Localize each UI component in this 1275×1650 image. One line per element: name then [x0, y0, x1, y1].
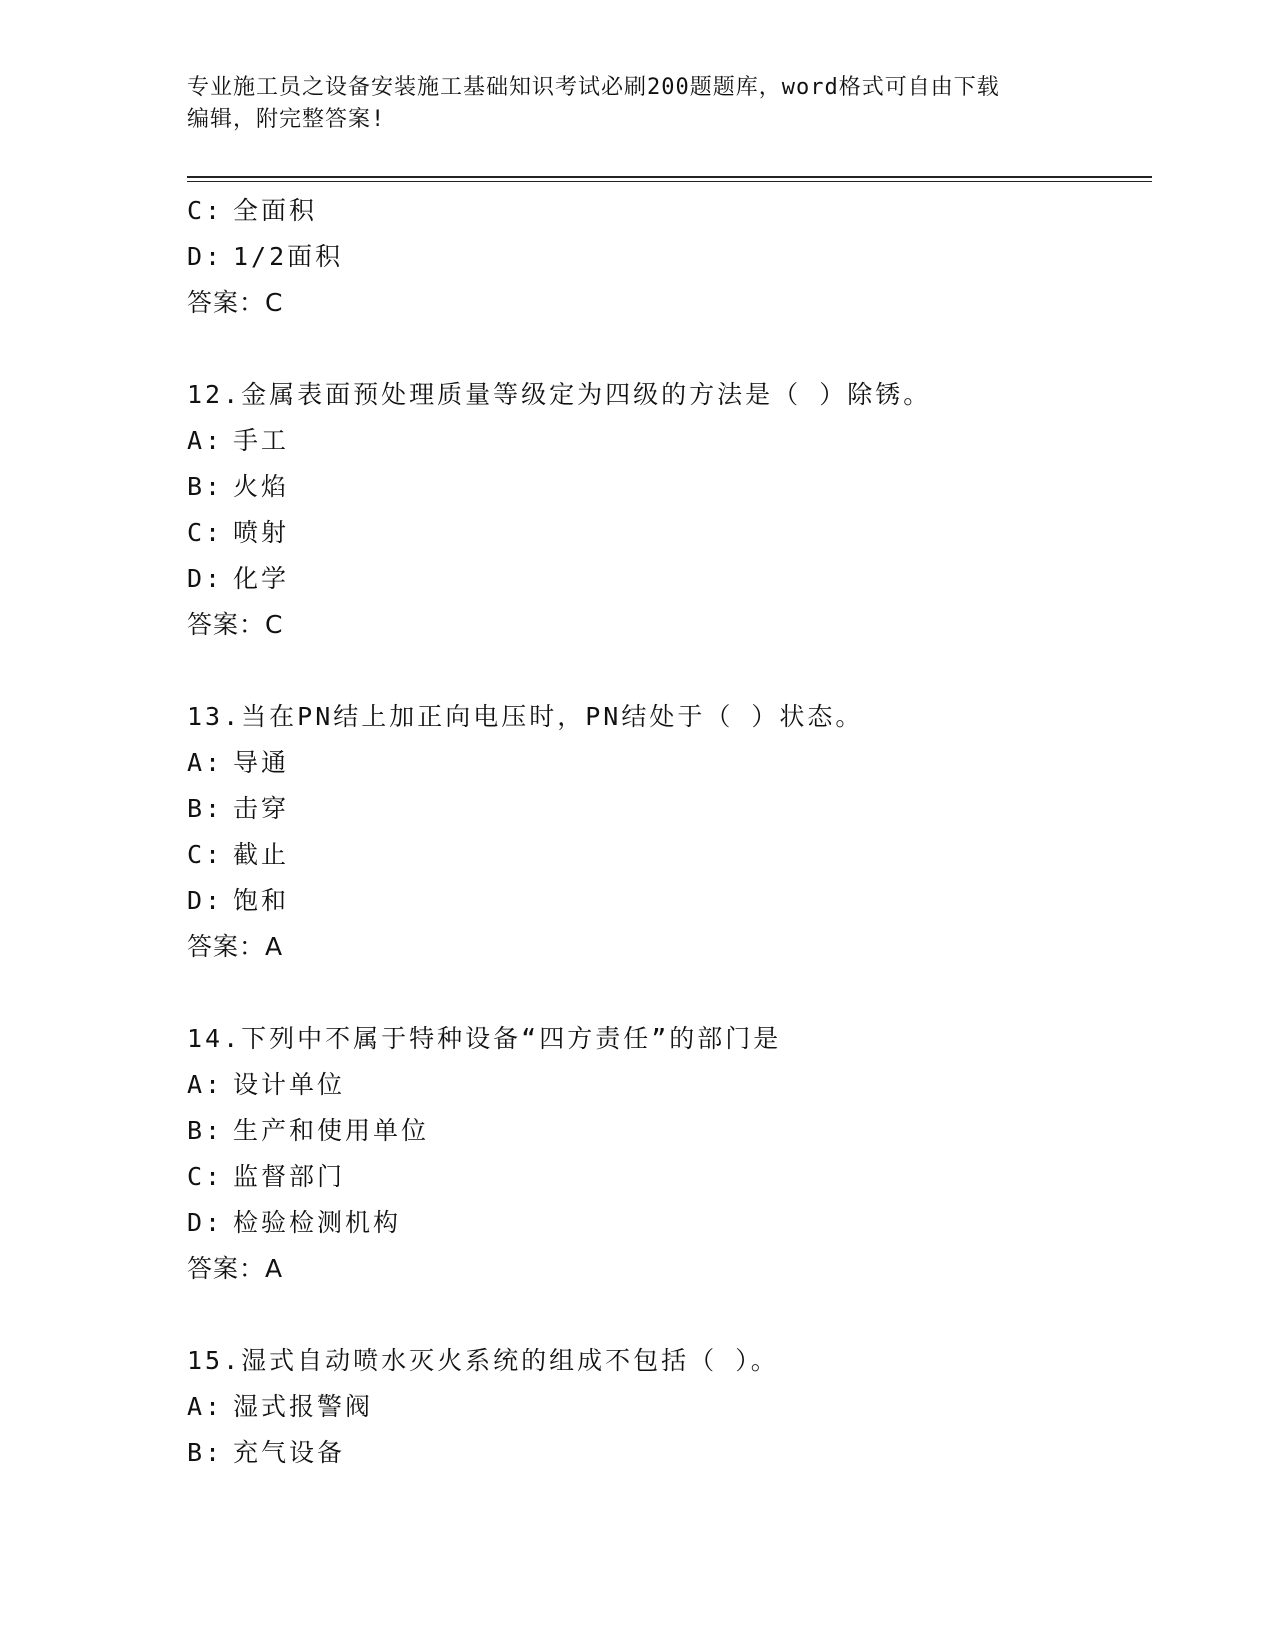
header-line-1: 专业施工员之设备安装施工基础知识考试必刷200题题库，word格式可自由下载 [187, 75, 1000, 100]
header-line-2: 编辑，附完整答案! [187, 107, 386, 132]
page-header [187, 72, 1087, 136]
question-stem: 12.金属表面预处理质量等级定为四级的方法是（ ）除锈。 [187, 380, 932, 409]
question-content [187, 188, 1147, 1476]
option-b: B: 火焰 [187, 472, 290, 501]
answer-line: 答案：C [187, 288, 284, 317]
option-b: B: 充气设备 [187, 1438, 346, 1467]
spacer [187, 326, 1147, 372]
answer-line: 答案：C [187, 610, 284, 639]
spacer [187, 648, 1147, 694]
option-b: B: 生产和使用单位 [187, 1116, 430, 1145]
option-d: D: 化学 [187, 564, 290, 593]
option-a: A: 设计单位 [187, 1070, 346, 1099]
question-stem: 13.当在PN结上加正向电压时，PN结处于（ ）状态。 [187, 702, 864, 731]
answer-line: 答案：A [187, 932, 284, 961]
question-stem: 14.下列中不属于特种设备“四方责任”的部门是 [187, 1024, 782, 1053]
option-d: D: 1/2面积 [187, 242, 344, 271]
option-a: A: 湿式报警阀 [187, 1392, 374, 1421]
answer-line: 答案：A [187, 1254, 284, 1283]
option-c: C: 截止 [187, 840, 290, 869]
option-c: C: 喷射 [187, 518, 290, 547]
option-d: D: 检验检测机构 [187, 1208, 402, 1237]
option-c: C: 全面积 [187, 196, 318, 225]
spacer [187, 970, 1147, 1016]
option-a: A: 手工 [187, 426, 290, 455]
spacer [187, 1292, 1147, 1338]
option-a: A: 导通 [187, 748, 290, 777]
question-stem: 15.湿式自动喷水灭火系统的组成不包括（ ）。 [187, 1346, 779, 1375]
option-c: C: 监督部门 [187, 1162, 346, 1191]
header-divider [187, 176, 1152, 182]
option-d: D: 饱和 [187, 886, 290, 915]
option-b: B: 击穿 [187, 794, 290, 823]
